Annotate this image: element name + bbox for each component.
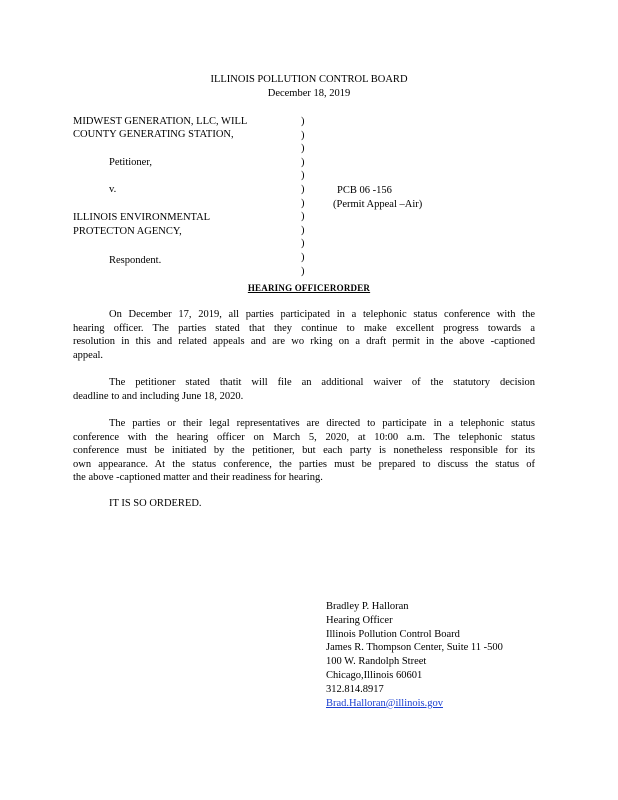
signer-organization: Illinois Pollution Control Board (326, 628, 460, 640)
paren: ) (301, 129, 305, 141)
petitioner-role: Petitioner, (109, 157, 153, 168)
paragraph-line: The parties or their legal representatives are directed to participate in a telephonic status (109, 418, 535, 429)
order-title: HEARING OFFICERORDER (247, 283, 371, 293)
paren: ) (301, 156, 305, 168)
paren: ) (301, 143, 305, 155)
paragraph-line: hearing officer. The parties stated that they continue to make excellent progress towards a (73, 322, 535, 334)
paren: ) (301, 224, 305, 236)
signer-title: Hearing Officer (326, 614, 393, 626)
paragraph-2 (73, 376, 535, 403)
petitioner-name-line2: COUNTY GENERATING STATION, (73, 129, 234, 140)
paren: ) (301, 211, 305, 223)
caption-parentheses (301, 115, 305, 278)
signer-city: Chicago,Illinois 60601 (326, 669, 423, 681)
paragraph-line: own appearance. At the status conference, the parties must be prepared to discuss the status of (73, 458, 535, 470)
signer-email-link[interactable]: Brad.Halloran@illinois.gov (326, 697, 443, 709)
paragraph-line: deadline to and including June 18, 2020. (73, 390, 244, 402)
versus-label: v. (109, 184, 117, 195)
paragraph-line: The petitioner stated thatit will file an additional waiver of the statutory decision (109, 377, 535, 388)
signature-block (326, 600, 503, 710)
board-name-heading: ILLINOIS POLLUTION CONTROL BOARD (210, 74, 408, 85)
case-type: (Permit Appeal –Air) (333, 199, 423, 210)
signer-phone: 312.814.8917 (326, 683, 384, 695)
paragraph-1 (73, 308, 535, 362)
respondent-name-line1: ILLINOIS ENVIRONMENTAL (73, 212, 211, 223)
signer-name: Bradley P. Halloran (326, 601, 409, 612)
petitioner-name-line1: MIDWEST GENERATION, LLC, WILL (73, 116, 248, 127)
paragraph-line: conference must be initiated by the petitioner, but each party is nonetheless responsible for its (73, 445, 535, 457)
signer-street: 100 W. Randolph Street (326, 656, 427, 668)
paren: ) (301, 170, 305, 182)
paren: ) (301, 265, 305, 277)
paragraph-line: the above -captioned matter and their readiness for hearing. (73, 472, 323, 484)
paragraph-line: resolution in this and related appeals and are wo rking on a draft permit in the above -captioned (73, 336, 535, 348)
paren: ) (301, 251, 305, 263)
paren: ) (301, 116, 305, 127)
order-date: December 18, 2019 (267, 88, 351, 99)
paragraph-line: conference with the hearing officer on March 5, 2020, at 10:00 a.m. The telephonic status (73, 431, 535, 443)
paragraph-line: appeal. (73, 349, 104, 361)
paragraph-line: On December 17, 2019, all parties participated in a telephonic status conference with the (109, 309, 535, 320)
respondent-role: Respondent. (109, 255, 162, 266)
paragraph-3 (73, 417, 535, 485)
case-number: PCB 06 -156 (337, 185, 392, 196)
paren: ) (301, 183, 305, 195)
paren: ) (301, 238, 305, 250)
respondent-name-line2: PROTECTON AGENCY, (73, 226, 182, 237)
paren: ) (301, 197, 305, 209)
signer-building: James R. Thompson Center, Suite 11 -500 (326, 642, 503, 654)
closing-statement: IT IS SO ORDERED. (109, 498, 202, 509)
